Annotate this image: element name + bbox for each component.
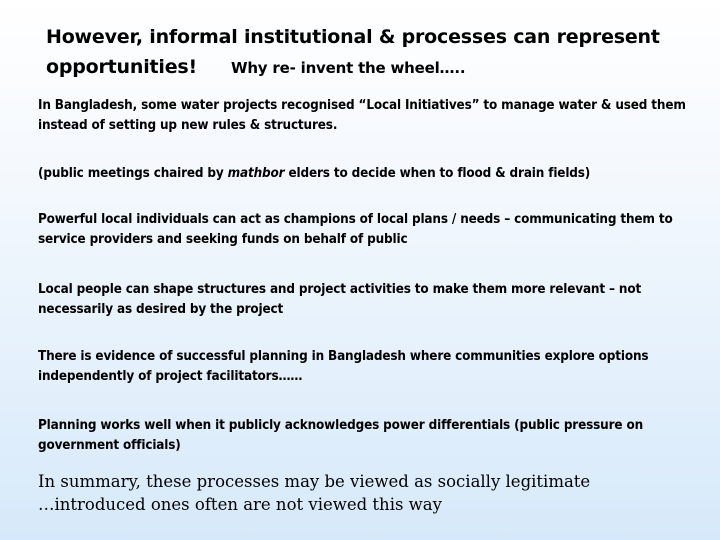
paragraph-public-meetings-after: elders to decide when to flood & drain fields) [284,166,591,181]
paragraph-public-meetings-before: (public meetings chaired by [38,166,228,181]
paragraph-local-shaping: Local people can shape structures and project activities to make them more relevant – not necessarily as desired by the project [38,282,642,317]
summary [38,470,702,516]
slide-subtitle: Why re- invent the wheel….. [230,59,466,77]
summary-line-1: In summary, these processes may be viewed as socially legitimate [38,472,591,491]
paragraph-successful-planning: There is evidence of successful planning in Bangladesh where communities explore options independently of project facilitators…… [38,349,649,384]
mathbor-term: mathbor [227,166,285,181]
paragraph-local-initiatives: In Bangladesh, some water projects recognised “Local Initiatives” to manage water & used them instead of setting up new rules & structures. [38,98,686,133]
paragraph-local-champions: Powerful local individuals can act as champions of local plans / needs – communicating them to service providers and seeking funds on behalf of public [38,212,673,247]
title-line-2-text: opportunities! [46,56,197,78]
slide-title [46,22,706,83]
title-line-2 [46,52,706,83]
summary-line-2: …introduced ones often are not viewed this way [38,495,442,514]
paragraph-public-meetings [38,164,702,184]
title-line-1: However, informal institutional & processes can represent [46,26,660,48]
paragraph-power-differentials: Planning works well when it publicly acknowledges power differentials (public pressure on government officials) [38,418,644,453]
